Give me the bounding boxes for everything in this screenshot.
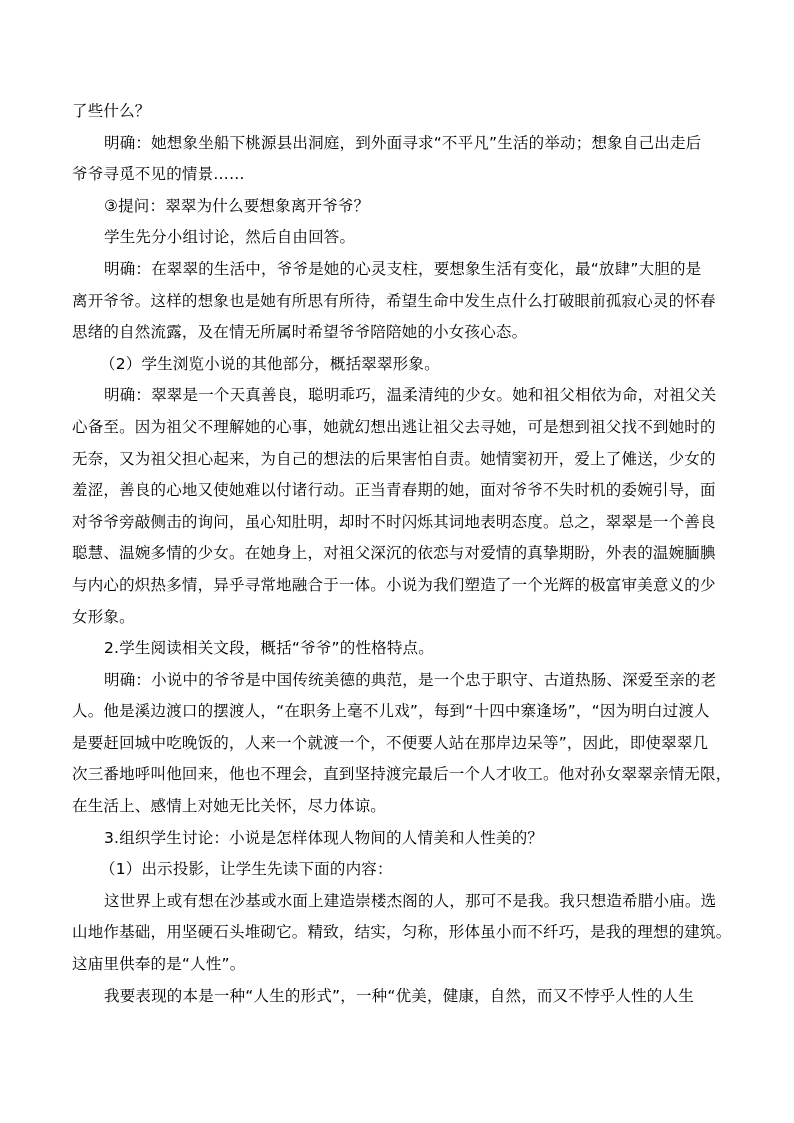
text-line: 山地作基础，用坚硬石头堆砌它。精致，结实，匀称，形体虽小而不纤巧，是我的理想的建筑。 — [72, 923, 732, 942]
text-line: （2）学生浏览小说的其他部分，概括翠翠形象。 — [100, 354, 440, 373]
text-line: 聪慧、温婉多情的少女。在她身上，对祖父深沉的依恋与对爱情的真挚期盼，外表的温婉腼腆 — [72, 544, 716, 563]
text-line: 这世界上或有想在沙基或水面上建造崇楼杰阁的人，那可不是我。我只想造希腊小庙。选 — [104, 891, 717, 910]
text-line: 我要表现的本是一种“人生的形式”，一种“优美，健康，自然，而又不悖乎人性的人生 — [104, 986, 694, 1005]
document-body — [72, 96, 732, 1012]
text-line: 这庙里供奉的是“人性”。 — [72, 955, 246, 974]
text-line: 2.学生阅读相关文段，概括“爷爷”的性格特点。 — [104, 639, 434, 658]
text-line: 了些什么？ — [72, 102, 151, 120]
text-line: 明确：在翠翠的生活中，爷爷是她的心灵支柱，要想象生活有变化，最“放肆”大胆的是 — [104, 259, 702, 278]
text-line: 明确：小说中的爷爷是中国传统美德的典范，是一个忠于职守、古道热肠、深爱至亲的老 — [104, 670, 717, 689]
text-line: 对爷爷旁敲侧击的询问，虽心知肚明，却时不时闪烁其词地表明态度。总之，翠翠是一个善良 — [72, 512, 716, 531]
text-line: 羞涩，善良的心地又使她难以付诸行动。正当青春期的她，面对爷爷不失时机的委婉引导，面 — [72, 481, 716, 500]
text-line: 人。他是溪边渡口的摆渡人，“在职务上毫不儿戏”，每到“十四中寨逢场”，“因为明白过渡人 — [72, 702, 710, 721]
text-line: 次三番地呼叫他回来，他也不理会，直到坚持渡完最后一个人才收工。他对孙女翠翠亲情无限， — [72, 765, 732, 784]
text-line: 是要赶回城中吃晚饭的，人来一个就渡一个，不便要人站在那岸边呆等”，因此，即使翠翠几 — [72, 733, 709, 752]
text-line: 学生先分小组讨论，然后自由回答。 — [104, 228, 356, 247]
text-line: 女形象。 — [72, 607, 135, 626]
text-line: 心备至。因为祖父不理解她的心事，她就幻想出逃让祖父去寻她，可是想到祖父找不到她时的 — [72, 417, 716, 436]
text-line: ③提问：翠翠为什么要想象离开爷爷？ — [104, 196, 370, 215]
text-line: 与内心的炽热多情，异乎寻常地融合于一体。小说为我们塑造了一个光辉的极富审美意义的少 — [72, 575, 716, 594]
text-line: 爷爷寻觅不见的情景…… — [72, 165, 245, 184]
text-line: 明确：翠翠是一个天真善良，聪明乖巧，温柔清纯的少女。她和祖父相依为命，对祖父关 — [104, 386, 717, 405]
text-line: 明确：她想象坐船下桃源县出洞庭，到外面寻求“不平凡”生活的举动；想象自己出走后 — [104, 133, 702, 152]
text-line: 在生活上、感情上对她无比关怀，尽力体谅。 — [72, 797, 387, 816]
text-line: 3.组织学生讨论：小说是怎样体现人物间的人情美和人性美的？ — [104, 828, 544, 847]
text-line: 无奈，又为祖父担心起来，为自己的想法的后果害怕自责。她情窦初开，爱上了傩送，少女的 — [72, 449, 716, 468]
text-line: 离开爷爷。这样的想象也是她有所思有所待，希望生命中发生点什么打破眼前孤寂心灵的怀春 — [72, 291, 716, 310]
text-line: 思绪的自然流露，及在情无所属时希望爷爷陪陪她的小女孩心态。 — [72, 323, 528, 342]
text-line: （1）出示投影，让学生先读下面的内容： — [100, 860, 393, 879]
